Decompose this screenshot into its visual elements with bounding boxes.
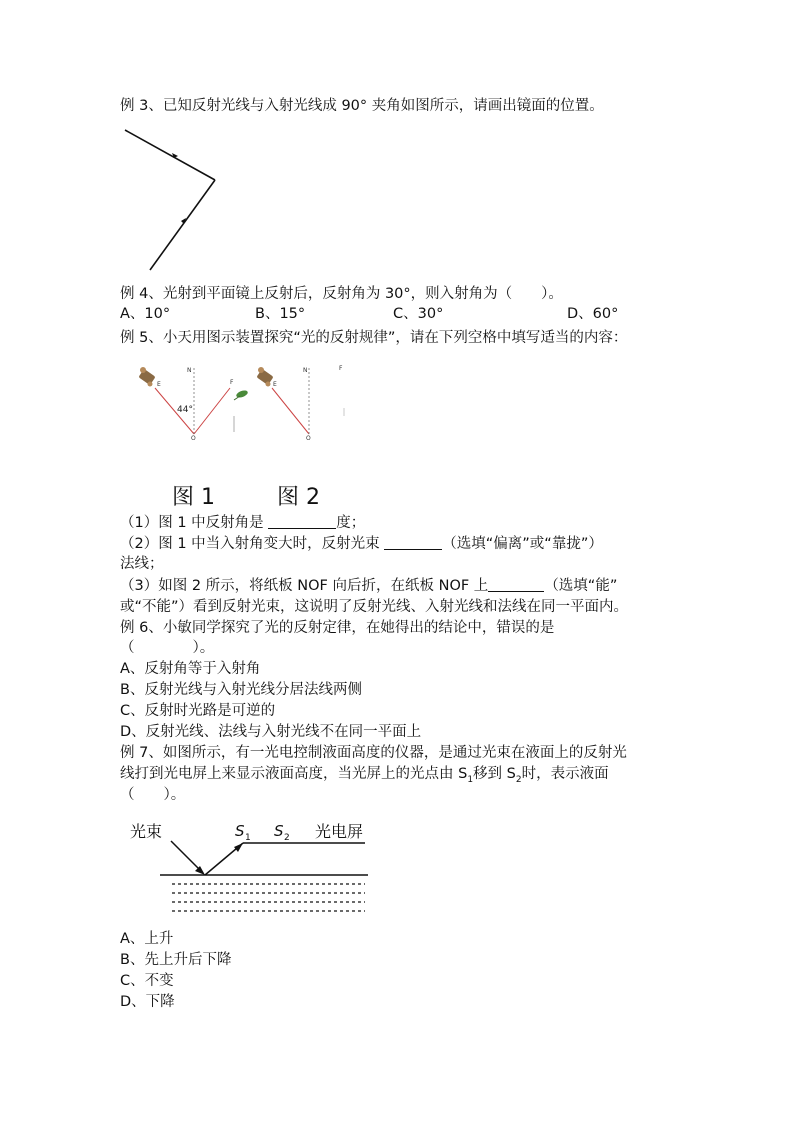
example-4-option-c: C、30° bbox=[393, 306, 444, 322]
example-7-line2 bbox=[120, 764, 609, 790]
example-6-option-c: C、反射时光路是可逆的 bbox=[120, 703, 276, 719]
label-e: E bbox=[157, 381, 161, 388]
example-6-option-a: A、反射角等于入射角 bbox=[120, 661, 261, 677]
example-3-text: 例 3、已知反射光线与入射光线成 90° 夹角如图所示，请画出镜面的位置。 bbox=[120, 98, 604, 114]
figure-1-label: 图 1 bbox=[172, 485, 215, 510]
example-7-option-c: C、不变 bbox=[120, 973, 174, 989]
laser-pen-icon bbox=[138, 367, 155, 387]
angle-label: 44° bbox=[177, 405, 193, 415]
example-4-option-a: A、10° bbox=[120, 306, 171, 322]
q1-suffix: 度； bbox=[336, 515, 366, 531]
s1-label: S bbox=[235, 822, 245, 840]
q2-prefix: （2）图 1 中当入射角变大时，反射光束 bbox=[120, 536, 385, 552]
reflected-arrow-icon bbox=[234, 843, 243, 852]
line2-prefix: 线打到光电屏上来显示液面高度，当光屏上的光点由 S bbox=[120, 766, 468, 782]
line2-suffix: 时，表示液面 bbox=[521, 766, 609, 782]
example-7-option-b: B、先上升后下降 bbox=[120, 952, 232, 968]
example-7-figure bbox=[125, 815, 375, 920]
line2-middle: 移到 S bbox=[473, 766, 516, 782]
example-5-q2 bbox=[120, 534, 603, 554]
label-f: F bbox=[230, 379, 234, 386]
beam-label: 光束 bbox=[130, 822, 163, 841]
s1-subscript: 1 bbox=[467, 774, 474, 785]
label-n: N bbox=[303, 367, 308, 374]
incident-ray bbox=[272, 388, 309, 434]
example-6-question: 例 6、小敏同学探究了光的反射定律，在她得出的结论中，错误的是 bbox=[120, 620, 555, 636]
q3-prefix: （3）如图 2 所示，将纸板 NOF 向后折，在纸板 NOF 上 bbox=[120, 578, 489, 594]
example-4-option-b: B、15° bbox=[255, 306, 306, 322]
example-5-q2-line2: 法线； bbox=[120, 556, 164, 572]
s1-label-sub: 1 bbox=[245, 833, 251, 843]
q1-prefix: （1）图 1 中反射角是 bbox=[120, 515, 269, 531]
example-5-intro: 例 5、小天用图示装置探究“光的反射规律”，请在下列空格中填写适当的内容： bbox=[120, 330, 628, 346]
leaf-sticker-icon bbox=[234, 389, 249, 400]
example-4-option-d: D、60° bbox=[567, 306, 619, 322]
example-5-q3 bbox=[120, 576, 617, 596]
label-o: O bbox=[191, 435, 196, 442]
figure-1-drawing bbox=[138, 367, 248, 442]
figure-2-drawing bbox=[256, 365, 344, 442]
label-e: E bbox=[273, 381, 277, 388]
q2-suffix: （选填“偏离”或“靠拢”） bbox=[442, 536, 603, 552]
q1-answer-blank[interactable] bbox=[268, 514, 336, 529]
laser-pen-icon bbox=[256, 367, 273, 387]
example-5-q3-line2: 或“不能”）看到反射光束，这说明了反射光线、入射光线和法线在同一平面内。 bbox=[120, 599, 629, 615]
reflected-ray bbox=[125, 130, 215, 180]
example-7-option-a: A、上升 bbox=[120, 931, 174, 947]
example-6-paren: （ ）。 bbox=[120, 640, 215, 656]
example-5-figure bbox=[130, 360, 360, 445]
label-n: N bbox=[187, 367, 192, 374]
example-6-option-b: B、反射光线与入射光线分居法线两侧 bbox=[120, 682, 362, 698]
q3-suffix: （选填“能” bbox=[544, 578, 618, 594]
example-7-line1: 例 7、如图所示，有一光电控制液面高度的仪器，是通过光束在液面上的反射光 bbox=[120, 745, 627, 761]
example-7-paren: （ ）。 bbox=[120, 787, 186, 803]
label-f: F bbox=[339, 365, 343, 372]
example-7-option-d: D、下降 bbox=[120, 994, 175, 1010]
s2-label-sub: 2 bbox=[284, 833, 290, 843]
s2-subscript: 2 bbox=[515, 774, 522, 785]
incident-ray bbox=[150, 180, 215, 270]
example-3-figure bbox=[115, 120, 225, 280]
q3-answer-blank[interactable] bbox=[488, 577, 544, 592]
figure-2-label: 图 2 bbox=[277, 485, 320, 510]
label-o: O bbox=[306, 435, 311, 442]
s2-label: S bbox=[274, 822, 284, 840]
example-6-option-d: D、反射光线、法线与入射光线不在同一平面上 bbox=[120, 724, 422, 740]
q2-answer-blank[interactable] bbox=[384, 535, 442, 550]
example-5-q1 bbox=[120, 513, 365, 533]
screen-label: 光电屏 bbox=[315, 822, 364, 841]
example-4-question: 例 4、光射到平面镜上反射后，反射角为 30°，则入射角为（ ）。 bbox=[120, 286, 563, 302]
reflected-ray bbox=[194, 388, 230, 434]
